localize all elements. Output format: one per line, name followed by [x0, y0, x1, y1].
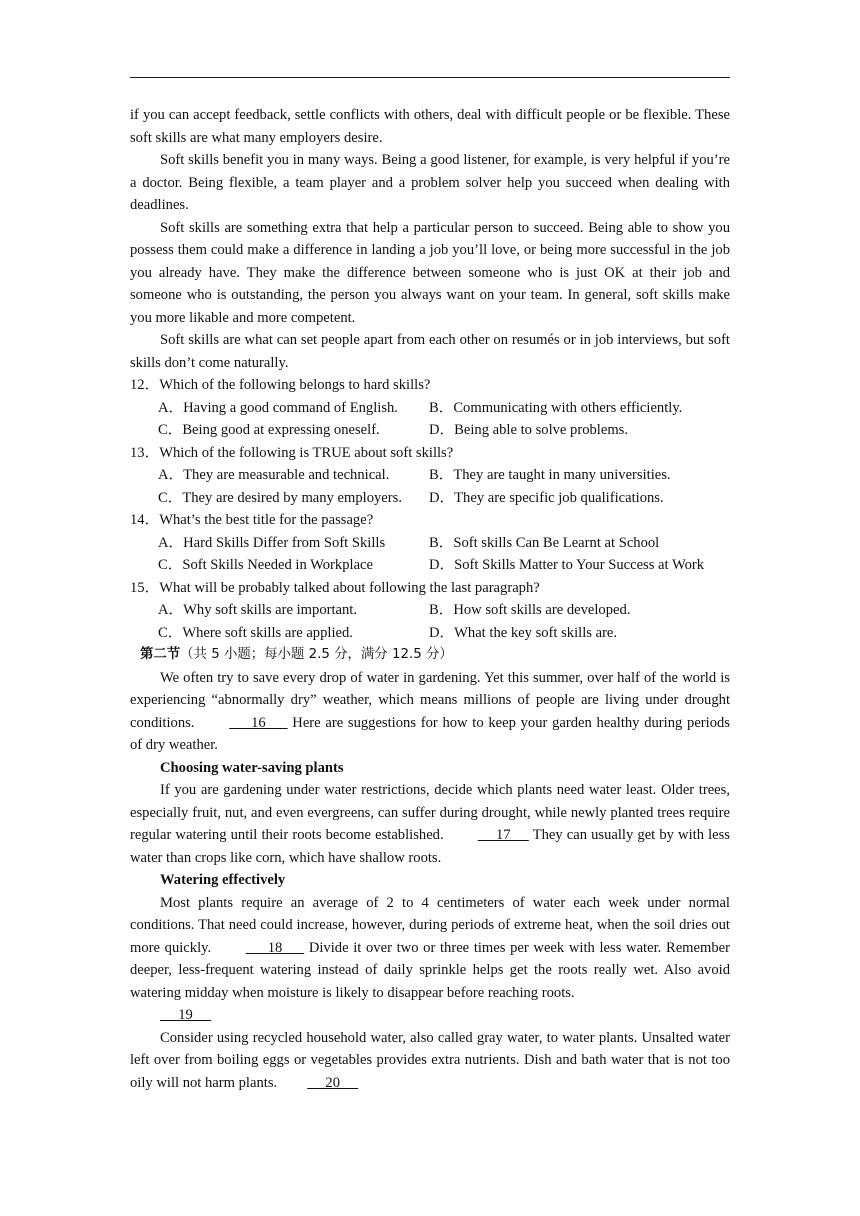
question-14: [130, 509, 730, 577]
paragraph-text: Consider using recycled household water, also called gray water, to water plants. Unsalted water left over from boiling eggs or vegetables provides extra nutrients. Dish and bath water that is not too oily will not harm plants.: [130, 1029, 730, 1091]
blank-19-line: [130, 1004, 730, 1027]
paragraph-text: They can usually get by with less water than crops like corn, which have shallow roots.: [130, 827, 730, 866]
option-a[interactable]: A．Hard Skills Differ from Soft Skills: [158, 534, 386, 551]
option-d[interactable]: D．What the key soft skills are.: [429, 624, 618, 641]
question-13: [130, 442, 730, 510]
option-b[interactable]: B．How soft skills are developed.: [429, 602, 631, 618]
paragraph-text: Divide it over two or three times per week with less water. Remember deeper, less-frequent watering instead of daily sprinkle helps get the roots really wet. Also avoid watering midday when moisture is likely to disappear before reaching roots.: [130, 939, 730, 1001]
question-text: Which of the following is TRUE about soft skills?: [159, 444, 454, 461]
option-a[interactable]: A．Having a good command of English.: [158, 399, 398, 416]
option-d[interactable]: D．Being able to solve problems.: [429, 422, 629, 438]
blank-17[interactable]: 17: [477, 827, 529, 843]
question-text: What’s the best title for the passage?: [159, 512, 374, 528]
blank-18[interactable]: 18: [245, 939, 305, 956]
blank-19[interactable]: 19: [160, 1007, 212, 1023]
passage2-paragraph-4: [130, 1027, 730, 1095]
header-rule: [130, 77, 730, 78]
section-heading: [130, 644, 730, 667]
option-b[interactable]: B．Communicating with others efficiently.: [429, 399, 683, 416]
subheading-water-saving-plants: Choosing water-saving plants: [160, 759, 344, 776]
question-15: [130, 577, 730, 645]
option-d[interactable]: D．Soft Skills Matter to Your Success at Work: [429, 557, 705, 573]
section-title: 第二节: [140, 647, 181, 662]
question-number: 15．: [130, 579, 160, 596]
passage-paragraph: if you can accept feedback, settle conflicts with others, deal with difficult people or be flexible. These soft skills are what many employers desire.: [130, 107, 730, 146]
section-desc: （共 5 小题；每小题 2.5 分，满分 12.5 分）: [180, 647, 453, 662]
option-d[interactable]: D．They are specific job qualifications.: [429, 489, 664, 506]
passage-paragraph: Soft skills benefit you in many ways. Being a good listener, for example, is very helpful if you’re a doctor. Being flexible, a team player and a problem solver help you succeed when dealing with deadlines.: [130, 152, 730, 213]
option-a[interactable]: A．Why soft skills are important.: [158, 602, 358, 618]
question-number: 12．: [130, 377, 160, 393]
question-number: 13．: [130, 444, 160, 461]
option-c[interactable]: C．Soft Skills Needed in Workplace: [158, 557, 374, 573]
passage-paragraph: Soft skills are what can set people apart from each other on resumés or in job interviews, but soft skills don’t come naturally.: [130, 332, 730, 371]
subheading-watering-effectively: Watering effectively: [160, 872, 286, 888]
question-text: What will be probably talked about following the last paragraph?: [159, 579, 540, 596]
paragraph-text: If you are gardening under water restrictions, decide which plants need water least. Older trees, especially fruit, nut, and even evergreens, can suffer during drought, while newly planted trees require regular watering until their roots become established.: [130, 782, 730, 843]
option-c[interactable]: C．Where soft skills are applied.: [158, 624, 353, 641]
passage2-paragraph-3: [130, 892, 730, 1005]
option-a[interactable]: A．They are measurable and technical.: [158, 467, 390, 483]
passage2-paragraph-2: [130, 779, 730, 869]
option-c[interactable]: C．Being good at expressing oneself.: [158, 422, 380, 438]
blank-20[interactable]: 20: [307, 1074, 359, 1091]
paragraph-text: Here are suggestions for how to keep your garden healthy during periods of dry weather.: [130, 714, 730, 753]
option-b[interactable]: B．They are taught in many universities.: [429, 467, 671, 483]
paragraph-text: Most plants require an average of 2 to 4 centimeters of water each week under normal conditions. That need could increase, however, during periods of extreme heat, when the soil dries out more quickly.: [130, 894, 730, 956]
paragraph-text: We often try to save every drop of water in gardening. Yet this summer, over half of the world is experiencing “abnormally dry” weather, which means millions of people are living under drought conditions.: [130, 669, 730, 731]
option-b[interactable]: B．Soft skills Can Be Learnt at School: [429, 534, 660, 551]
option-c[interactable]: C．They are desired by many employers.: [158, 489, 402, 506]
passage2-paragraph-1: [130, 667, 730, 757]
exam-content: [130, 104, 730, 1094]
question-text: Which of the following belongs to hard skills?: [159, 377, 431, 393]
passage-paragraph: Soft skills are something extra that help a particular person to succeed. Being able to show you possess them could make a difference in landing a job you’ll love, or being more successful in the job you already have. They make the difference between someone who is just OK at their job and someone who is outstanding, the person you always want on your team. In general, soft skills make you more likable and more competent.: [130, 219, 730, 326]
question-number: 14．: [130, 512, 160, 528]
question-12: [130, 374, 730, 442]
blank-16[interactable]: 16: [229, 714, 288, 731]
